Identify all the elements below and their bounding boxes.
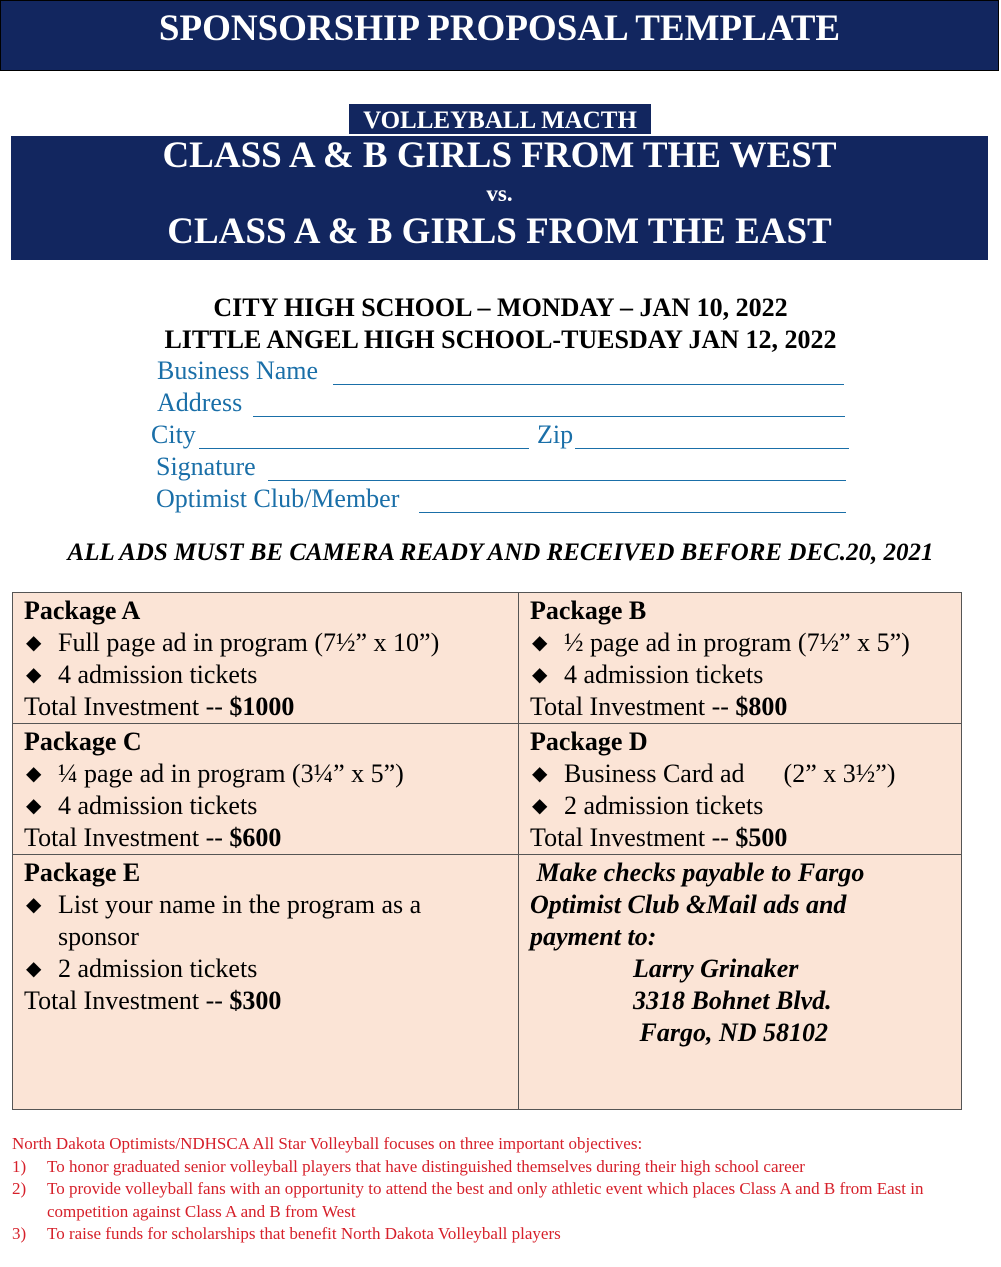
- signature-label: Signature: [156, 452, 256, 481]
- diamond-bullet-icon: ◆: [532, 763, 548, 785]
- diamond-bullet-icon: ◆: [26, 664, 42, 686]
- package-e-total-value: $300: [229, 986, 282, 1015]
- business-name-field[interactable]: [333, 384, 844, 385]
- package-e-total-label: Total Investment --: [24, 986, 230, 1015]
- package-a-total-value: $1000: [229, 692, 295, 721]
- objective-text: To honor graduated senior volleyball players that have distinguished themselves during their high school career: [47, 1156, 805, 1176]
- package-a-item-2: 4 admission tickets: [58, 660, 258, 689]
- package-e-name: Package E: [24, 858, 141, 887]
- package-d-total-value: $500: [735, 823, 788, 852]
- deadline-notice: ALL ADS MUST BE CAMERA READY AND RECEIVED BEFORE DEC.20, 2021: [67, 539, 934, 566]
- package-a-total-label: Total Investment --: [24, 692, 230, 721]
- versus-label: vs.: [486, 181, 513, 206]
- city-label: City: [151, 420, 196, 449]
- package-a-item-1: Full page ad in program (7½” x 10”): [58, 628, 440, 657]
- zip-label: Zip: [537, 420, 574, 449]
- package-b-item-2: 4 admission tickets: [564, 660, 764, 689]
- package-e-item-2: 2 admission tickets: [58, 954, 258, 983]
- club-member-label: Optimist Club/Member: [156, 484, 400, 513]
- mailing-line-3: payment to:: [530, 922, 657, 951]
- zip-field[interactable]: [575, 448, 849, 449]
- diamond-bullet-icon: ◆: [532, 664, 548, 686]
- objective-item: [12, 1156, 992, 1179]
- diamond-bullet-icon: ◆: [532, 632, 548, 654]
- mailing-instructions-cell: [519, 855, 962, 1110]
- diamond-bullet-icon: ◆: [26, 894, 42, 916]
- package-c-name: Package C: [24, 727, 142, 756]
- package-b-item-1: ½ page ad in program (7½” x 5”): [564, 628, 910, 657]
- package-c-item-2: 4 admission tickets: [58, 791, 258, 820]
- package-b-total-value: $800: [735, 692, 788, 721]
- mailing-city: Fargo, ND 58102: [633, 1018, 829, 1047]
- package-a-name: Package A: [24, 596, 141, 625]
- mailing-name: Larry Grinaker: [633, 954, 799, 983]
- schedule-line-2: LITTLE ANGEL HIGH SCHOOL-TUESDAY JAN 12, 2022: [164, 325, 837, 354]
- matchup-banner: [11, 136, 988, 260]
- package-d-name: Package D: [530, 727, 648, 756]
- team-east: CLASS A & B GIRLS FROM THE EAST: [167, 211, 832, 252]
- package-c-cell: [13, 724, 519, 855]
- event-label: VOLLEYBALL MACTH: [349, 104, 651, 134]
- objectives-intro: North Dakota Optimists/NDHSCA All Star Volleyball focuses on three important objectives:: [12, 1134, 643, 1153]
- package-d-cell: [519, 724, 962, 855]
- package-c-total-label: Total Investment --: [24, 823, 230, 852]
- objectives-section: [12, 1133, 992, 1246]
- mailing-line-2: Optimist Club &Mail ads and: [530, 890, 847, 919]
- packages-table: [12, 592, 962, 1110]
- package-e-item-1: List your name in the program as a sponsor: [58, 890, 422, 951]
- club-member-field[interactable]: [419, 512, 846, 513]
- package-b-name: Package B: [530, 596, 647, 625]
- objective-item: [12, 1223, 992, 1246]
- objective-text: To provide volleyball fans with an opportunity to attend the best and only athletic event which places Class A and B from East in competition against Class A and B from West: [47, 1179, 924, 1221]
- diamond-bullet-icon: ◆: [26, 795, 42, 817]
- diamond-bullet-icon: ◆: [26, 763, 42, 785]
- business-name-label: Business Name: [157, 356, 319, 385]
- package-d-item-1: Business Card ad (2” x 3½”): [564, 759, 896, 788]
- package-a-cell: [13, 593, 519, 724]
- city-field[interactable]: [199, 448, 529, 449]
- package-c-total-value: $600: [229, 823, 282, 852]
- diamond-bullet-icon: ◆: [26, 632, 42, 654]
- diamond-bullet-icon: ◆: [26, 958, 42, 980]
- address-label: Address: [157, 388, 243, 417]
- objective-number: 2): [12, 1179, 27, 1198]
- mailing-line-1: Make checks payable to Fargo: [530, 858, 865, 887]
- package-b-total-label: Total Investment --: [530, 692, 736, 721]
- mailing-street: 3318 Bohnet Blvd.: [633, 986, 832, 1015]
- objective-item: [12, 1178, 992, 1223]
- package-b-cell: [519, 593, 962, 724]
- objective-number: 1): [12, 1156, 27, 1176]
- objective-text: To raise funds for scholarships that benefit North Dakota Volleyball players: [47, 1224, 561, 1243]
- schedule-line-1: CITY HIGH SCHOOL – MONDAY – JAN 10, 2022: [213, 293, 788, 322]
- page-title: SPONSORSHIP PROPOSAL TEMPLATE: [0, 0, 999, 71]
- package-d-total-label: Total Investment --: [530, 823, 736, 852]
- package-d-item-2: 2 admission tickets: [564, 791, 764, 820]
- objective-number: 3): [12, 1224, 27, 1243]
- diamond-bullet-icon: ◆: [532, 795, 548, 817]
- package-c-item-1: ¼ page ad in program (3¼” x 5”): [58, 759, 404, 788]
- package-e-cell: [13, 855, 519, 1110]
- signature-field[interactable]: [268, 480, 846, 481]
- address-field[interactable]: [253, 416, 845, 417]
- team-west: CLASS A & B GIRLS FROM THE WEST: [162, 135, 837, 176]
